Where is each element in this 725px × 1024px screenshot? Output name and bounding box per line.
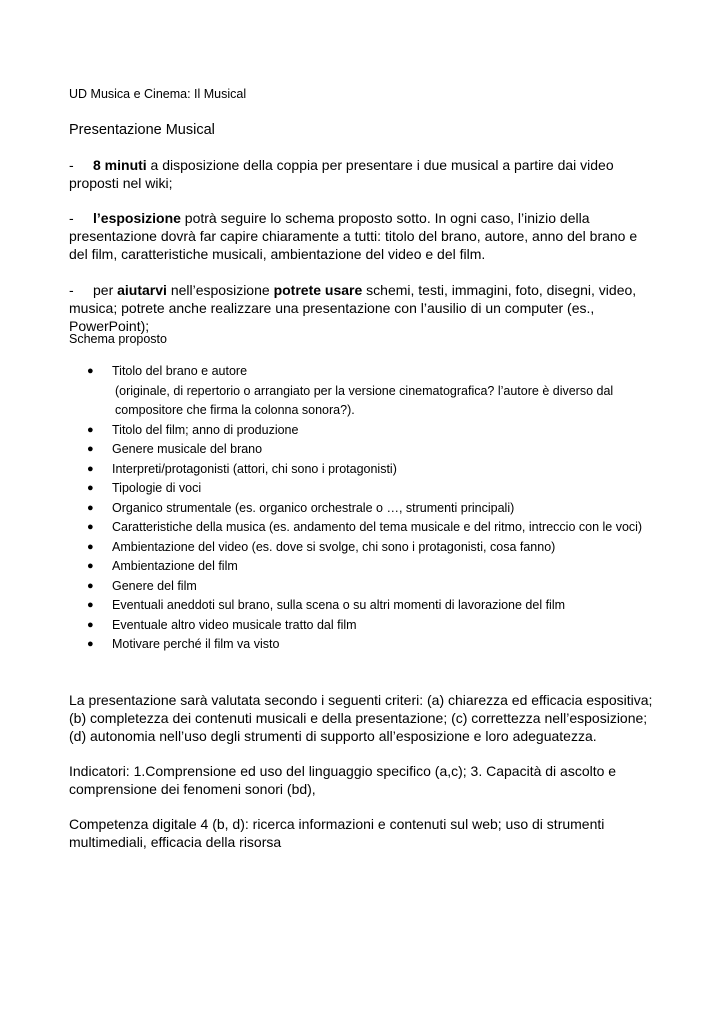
schema-list [69, 362, 659, 655]
bullet-icon: ● [87, 423, 94, 436]
list-item-text: Tipologie di voci [112, 481, 202, 495]
point-duration [69, 156, 659, 192]
bullet-icon: ● [87, 521, 94, 533]
evaluation-criteria: La presentazione sarà valutata secondo i seguenti criteri: (a) chiarezza ed efficacia espositiva; (b) completezza dei contenuti musicali e della presentazione; (c) correttezza nell’esposizione; (d) autonomia nell’uso degli strumenti di supporto all’esposizione e loro adeguatezza. [69, 692, 653, 744]
list-item [69, 596, 659, 616]
bullet-icon: ● [87, 443, 94, 455]
bullet-icon: ● [87, 638, 94, 650]
bullet-icon: ● [87, 462, 94, 475]
list-item [69, 538, 659, 558]
document-header: UD Musica e Cinema: Il Musical [69, 87, 247, 101]
list-item [69, 635, 659, 655]
dash-marker: - [69, 282, 74, 298]
bullet-icon: ● [87, 540, 94, 553]
bullet-icon: ● [87, 365, 94, 377]
list-item [69, 616, 659, 636]
list-item [69, 499, 659, 519]
bullet-icon: ● [87, 501, 94, 514]
bullet-icon: ● [87, 579, 94, 592]
bullet-icon: ● [87, 599, 94, 611]
list-item-text: Eventuali aneddoti sul brano, sulla scena o su altri momenti di lavorazione del film [112, 598, 566, 612]
point-tools-bold2: potrete usare [273, 282, 363, 298]
list-item-text: Genere musicale del brano [112, 442, 263, 456]
section-title: Presentazione Musical [69, 122, 215, 138]
list-item [69, 479, 659, 499]
schema-title: Schema proposto [69, 332, 167, 346]
point-exposition-bold: l’esposizione [93, 210, 181, 226]
list-item-text: Motivare perché il film va visto [112, 637, 280, 651]
point-duration-text: a disposizione della coppia per presentare i due musical a partire dai video proposti nel wiki; [69, 157, 614, 191]
point-exposition-text: potrà seguire lo schema proposto sotto. In ogni caso, l’inizio della presentazione dovrà far capire chiaramente a tutti: titolo del brano, autore, anno del brano e del film, caratteristiche musicali, ambientazione del video e del film. [69, 210, 638, 262]
list-item [69, 577, 659, 597]
list-item-text: Titolo del brano e autore [112, 364, 248, 378]
dash-marker: - [69, 157, 74, 173]
digital-competence: Competenza digitale 4 (b, d): ricerca informazioni e contenuti sul web; uso di strumenti multimediali, efficacia della risorsa [69, 816, 605, 850]
list-item [69, 460, 659, 480]
bullet-icon: ● [87, 618, 94, 631]
list-item-text: Organico strumentale (es. organico orchestrale o …, strumenti principali) [112, 500, 515, 515]
list-item [69, 557, 659, 577]
list-item-text: Eventuale altro video musicale tratto dal film [112, 617, 357, 632]
point-duration-bold: 8 minuti [93, 157, 147, 173]
point-tools-text: schemi, testi, immagini, foto, disegni, video, musica; potrete anche realizzare una presentazione con l’ausilio di un computer (es., PowerPoint); [69, 282, 637, 334]
list-item [69, 518, 659, 538]
list-item-text: Ambientazione del video (es. dove si svolge, chi sono i protagonisti, cosa fanno) [112, 539, 556, 554]
list-item-text: Titolo del film; anno di produzione [112, 422, 299, 437]
list-item [69, 362, 659, 421]
point-tools-bold: aiutarvi [117, 282, 167, 298]
list-item-text: Interpreti/protagonisti (attori, chi sono i protagonisti) [112, 461, 397, 476]
list-item-text: Caratteristiche della musica (es. andamento del tema musicale e del ritmo, intreccio con le voci) [112, 520, 643, 534]
list-item-text: Ambientazione del film [112, 559, 238, 573]
dash-marker: - [69, 210, 74, 226]
point-tools [69, 281, 659, 335]
point-tools-mid: nell’esposizione [166, 282, 274, 298]
point-exposition [69, 209, 659, 263]
list-item [69, 421, 659, 441]
list-item [69, 440, 659, 460]
point-tools-pre: per [93, 282, 118, 298]
bullet-icon: ● [87, 560, 94, 572]
list-item-note: (originale, di repertorio o arrangiato per la versione cinematografica? l’autore è diverso dal compositore che firma la colonna sonora?). [115, 383, 614, 417]
list-item-text: Genere del film [112, 578, 197, 593]
bullet-icon: ● [87, 482, 94, 494]
indicators: Indicatori: 1.Comprensione ed uso del linguaggio specifico (a,c); 3. Capacità di ascolto e comprensione dei fenomeni sonori (bd), [69, 763, 617, 797]
